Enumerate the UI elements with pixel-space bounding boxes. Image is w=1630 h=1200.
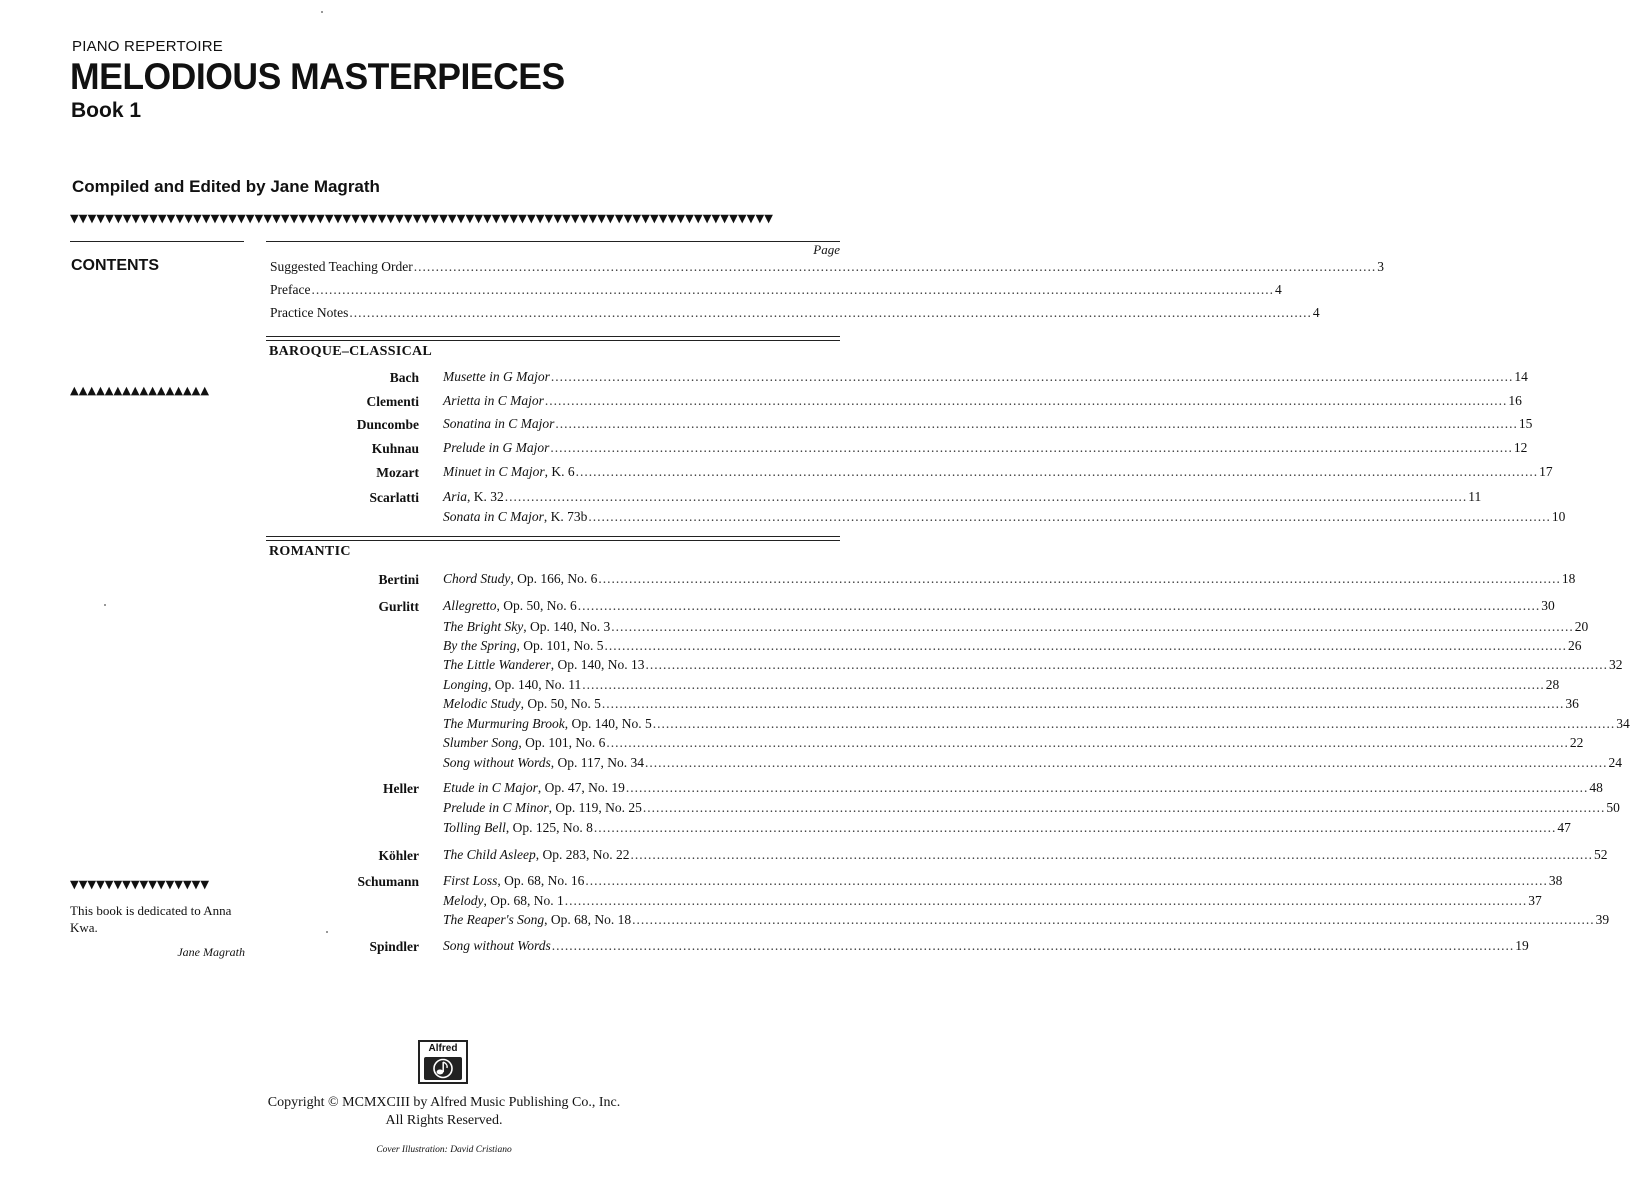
toc-entry xyxy=(443,440,1528,460)
composer-name: Kuhnau xyxy=(371,441,419,456)
piece-detail: , Op. 140, No. 5 xyxy=(564,716,652,731)
page-number: 47 xyxy=(1557,820,1571,835)
composer-name: Clementi xyxy=(366,394,419,409)
dot-leader: ............................................................................................................................................................................................................................ xyxy=(645,657,1608,672)
piece-title: Sonatina in C Major xyxy=(443,416,555,431)
contents-heading: CONTENTS xyxy=(71,257,159,274)
page-number: 37 xyxy=(1528,893,1542,908)
toc-entry xyxy=(443,657,1623,677)
page-number: 38 xyxy=(1548,873,1563,888)
entry-title xyxy=(443,847,630,863)
piece-title: The Child Asleep xyxy=(443,847,536,862)
piece-detail: , Op. 140, No. 13 xyxy=(550,657,645,672)
page-number: 22 xyxy=(1569,735,1584,750)
dot-leader: ............................................................................................................................................................................................................................ xyxy=(311,282,1274,297)
toc-entry xyxy=(443,780,1603,800)
page-number: 3 xyxy=(1377,259,1385,274)
entry-title xyxy=(443,677,581,693)
entry-title xyxy=(443,638,604,654)
page-number: 15 xyxy=(1518,416,1533,431)
entry-title xyxy=(443,820,593,836)
entry-title xyxy=(443,893,564,909)
dot-leader: ............................................................................................................................................................................................................................ xyxy=(550,369,1514,384)
piece-title: Prelude in C Minor xyxy=(443,800,549,815)
piece-title: Song without Words xyxy=(443,755,551,770)
page-number: 4 xyxy=(1312,305,1320,320)
dot-leader: ............................................................................................................................................................................................................................ xyxy=(582,677,1545,692)
composer-name: Heller xyxy=(383,781,419,796)
toc-entry xyxy=(443,416,1533,436)
entry-title xyxy=(443,416,554,432)
dot-leader: ............................................................................................................................................................................................................................ xyxy=(585,873,1548,888)
entry-title xyxy=(443,716,652,732)
triangle-border-middle: ▲▲▲▲▲▲▲▲▲▲▲▲▲▲▲▲ xyxy=(70,384,210,397)
piece-detail: , Op. 68, No. 16 xyxy=(497,873,585,888)
entry-title xyxy=(443,657,645,673)
page-number: 39 xyxy=(1595,912,1610,927)
composer-name: Mozart xyxy=(376,465,419,480)
entry-title xyxy=(443,696,601,712)
dot-leader: ............................................................................................................................................................................................................................ xyxy=(645,755,1608,770)
dot-leader: ............................................................................................................................................................................................................................ xyxy=(413,259,1377,274)
rights-line: All Rights Reserved. xyxy=(385,1113,503,1128)
piece-detail: , Op. 140, No. 3 xyxy=(523,619,611,634)
print-speck xyxy=(326,931,328,933)
entry-title xyxy=(443,873,584,889)
entry-title xyxy=(443,912,631,928)
piece-title: Aria xyxy=(443,489,468,504)
dot-leader: ............................................................................................................................................................................................................................ xyxy=(632,912,1595,927)
piece-title: The Reaper's Song xyxy=(443,912,545,927)
section-divider xyxy=(266,336,840,341)
page-number: 34 xyxy=(1616,716,1630,731)
dot-leader: ............................................................................................................................................................................................................................ xyxy=(606,735,1569,750)
dot-leader: ............................................................................................................................................................................................................................ xyxy=(630,847,1593,862)
dot-leader: ............................................................................................................................................................................................................................ xyxy=(642,800,1606,815)
toc-entry xyxy=(443,489,1482,509)
entry-title: Preface xyxy=(270,282,311,297)
piece-detail: , Op. 68, No. 18 xyxy=(544,912,632,927)
toc-entry xyxy=(443,716,1630,736)
dot-leader: ............................................................................................................................................................................................................................ xyxy=(551,938,1515,953)
composer-name: Scarlatti xyxy=(369,490,419,505)
entry-title xyxy=(443,464,575,480)
toc-entry xyxy=(443,598,1555,618)
piece-detail: , Op. 140, No. 11 xyxy=(488,677,582,692)
dedication-signature: Jane Magrath xyxy=(177,945,245,959)
page-number: 20 xyxy=(1574,619,1589,634)
piece-detail: , K. 73b xyxy=(543,509,588,524)
dot-leader: ............................................................................................................................................................................................................................ xyxy=(555,416,1518,431)
music-note-icon xyxy=(424,1057,462,1080)
composer-name: Bertini xyxy=(378,572,419,587)
page-number: 18 xyxy=(1561,571,1576,586)
dot-leader: ............................................................................................................................................................................................................................ xyxy=(652,716,1616,731)
dot-leader: ............................................................................................................................................................................................................................ xyxy=(604,638,1567,653)
dot-leader: ............................................................................................................................................................................................................................ xyxy=(588,509,1551,524)
piece-detail: , Op. 283, No. 22 xyxy=(535,847,630,862)
toc-entry xyxy=(443,938,1529,958)
page-number: 50 xyxy=(1606,800,1620,815)
dot-leader: ............................................................................................................................................................................................................................ xyxy=(611,619,1574,634)
piece-detail: , Op. 166, No. 6 xyxy=(510,571,598,586)
page-column-label: Page xyxy=(813,242,840,257)
piece-detail: , Op. 50, No. 5 xyxy=(520,696,601,711)
page-number: 14 xyxy=(1514,369,1528,384)
print-speck xyxy=(321,11,323,13)
toc-entry xyxy=(443,638,1582,658)
piece-title: Prelude in G Major xyxy=(443,440,550,455)
piece-detail: , Op. 117, No. 34 xyxy=(550,755,645,770)
dot-leader: ............................................................................................................................................................................................................................ xyxy=(349,305,1312,320)
toc-entry xyxy=(443,755,1623,775)
entry-title xyxy=(443,393,544,409)
entry-title xyxy=(443,800,642,816)
piece-detail: , Op. 101, No. 5 xyxy=(516,638,604,653)
piece-detail: , Op. 50, No. 6 xyxy=(496,598,577,613)
page-number: 52 xyxy=(1594,847,1608,862)
piece-title: Tolling Bell xyxy=(443,820,506,835)
piece-detail: , Op. 119, No. 25 xyxy=(548,800,642,815)
piece-detail: , K. 6 xyxy=(544,464,575,479)
piece-title: Minuet in C Major xyxy=(443,464,545,479)
page-number: 4 xyxy=(1274,282,1282,297)
entry-title xyxy=(443,509,587,525)
triangle-border-lower: ▼▼▼▼▼▼▼▼▼▼▼▼▼▼▼▼ xyxy=(70,878,210,891)
piece-detail: , K. 32 xyxy=(467,489,504,504)
piece-title: Musette in G Major xyxy=(443,369,550,384)
composer-name: Schumann xyxy=(357,874,419,889)
entry-title xyxy=(443,489,504,505)
page-number: 16 xyxy=(1508,393,1522,408)
piece-title: Etude in C Major xyxy=(443,780,538,795)
dot-leader: ............................................................................................................................................................................................................................ xyxy=(601,696,1565,711)
piece-detail: , Op. 68, No. 1 xyxy=(483,893,564,908)
toc-entry xyxy=(443,369,1528,389)
toc-entry xyxy=(443,912,1610,932)
entry-title xyxy=(443,598,577,614)
toc-entry xyxy=(443,696,1579,716)
piece-title: Longing xyxy=(443,677,489,692)
dot-leader: ............................................................................................................................................................................................................................ xyxy=(625,780,1589,795)
copyright-notice xyxy=(200,1094,688,1130)
piece-detail: , Op. 125, No. 8 xyxy=(505,820,593,835)
entry-title xyxy=(443,780,625,796)
toc-entry xyxy=(270,282,1282,302)
dot-leader: ............................................................................................................................................................................................................................ xyxy=(550,440,1513,455)
piece-title: The Little Wanderer xyxy=(443,657,551,672)
book-number: Book 1 xyxy=(71,99,142,122)
piece-title: Song without Words xyxy=(443,938,551,953)
triangle-border-top: ▼▼▼▼▼▼▼▼▼▼▼▼▼▼▼▼▼▼▼▼▼▼▼▼▼▼▼▼▼▼▼▼▼▼▼▼▼▼▼▼▼▼▼▼▼▼▼▼▼▼▼▼▼▼▼▼▼▼▼▼▼▼▼▼▼▼▼▼▼▼▼▼▼▼▼▼▼▼▼▼ xyxy=(70,212,774,225)
copyright-line: Copyright © MCMXCIII by Alfred Music Publishing Co., Inc. xyxy=(267,1095,621,1110)
print-speck xyxy=(104,604,106,606)
editor-credit: Compiled and Edited by Jane Magrath xyxy=(72,177,380,196)
piece-title: The Murmuring Brook xyxy=(443,716,565,731)
piece-title: Arietta in C Major xyxy=(443,393,544,408)
toc-entry xyxy=(443,677,1560,697)
toc-entry xyxy=(443,847,1608,867)
entry-title xyxy=(443,755,644,771)
toc-entry xyxy=(443,571,1576,591)
page-number: 11 xyxy=(1468,489,1482,504)
composer-name: Bach xyxy=(389,370,419,385)
entry-title: Suggested Teaching Order xyxy=(270,259,413,274)
toc-entry xyxy=(443,393,1522,413)
book-title: MELODIOUS MASTERPIECES xyxy=(70,56,565,97)
dedication xyxy=(70,902,245,961)
page-number: 48 xyxy=(1589,780,1603,795)
page-number: 19 xyxy=(1515,938,1529,953)
section-heading: ROMANTIC xyxy=(269,544,351,559)
divider-right xyxy=(266,241,840,242)
page-number: 36 xyxy=(1565,696,1579,711)
entry-title xyxy=(443,619,610,635)
toc-entry xyxy=(443,735,1584,755)
page-number: 28 xyxy=(1545,677,1560,692)
piece-title: Slumber Song xyxy=(443,735,519,750)
dot-leader: ............................................................................................................................................................................................................................ xyxy=(504,489,1468,504)
piece-title: Sonata in C Major xyxy=(443,509,544,524)
entry-title xyxy=(443,440,549,456)
piece-title: First Loss xyxy=(443,873,498,888)
toc-entry xyxy=(443,800,1620,820)
piece-title: Chord Study xyxy=(443,571,511,586)
entry-title xyxy=(443,369,550,385)
page-number: 12 xyxy=(1513,440,1528,455)
page-number: 24 xyxy=(1608,755,1623,770)
dedication-text: This book is dedicated to Anna Kwa. xyxy=(70,903,232,935)
series-label: PIANO REPERTOIRE xyxy=(72,38,224,55)
logo-wordmark: Alfred xyxy=(428,1043,458,1054)
toc-entry xyxy=(443,619,1589,639)
piece-detail: , Op. 47, No. 19 xyxy=(537,780,625,795)
publisher-logo xyxy=(418,1040,468,1084)
page-number: 10 xyxy=(1551,509,1566,524)
toc-entry xyxy=(270,259,1385,279)
divider-left xyxy=(70,241,244,242)
dot-leader: ............................................................................................................................................................................................................................ xyxy=(575,464,1539,479)
piece-detail: , Op. 101, No. 6 xyxy=(518,735,606,750)
toc-entry xyxy=(443,820,1571,840)
composer-name: Spindler xyxy=(369,939,419,954)
piece-title: Melody xyxy=(443,893,484,908)
page-number: 30 xyxy=(1541,598,1555,613)
dot-leader: ............................................................................................................................................................................................................................ xyxy=(544,393,1508,408)
page-number: 32 xyxy=(1609,657,1623,672)
piece-title: Allegretto xyxy=(443,598,497,613)
composer-name: Duncombe xyxy=(356,417,419,432)
dot-leader: ............................................................................................................................................................................................................................ xyxy=(598,571,1561,586)
section-divider xyxy=(266,536,840,541)
entry-title xyxy=(443,938,551,954)
piece-title: Melodic Study xyxy=(443,696,521,711)
section-heading: BAROQUE–CLASSICAL xyxy=(269,344,433,359)
entry-title xyxy=(443,571,597,587)
piece-title: By the Spring xyxy=(443,638,517,653)
toc-entry xyxy=(270,305,1320,325)
toc-entry xyxy=(443,464,1553,484)
toc-entry xyxy=(443,509,1566,529)
toc-entry xyxy=(443,873,1563,893)
dot-leader: ............................................................................................................................................................................................................................ xyxy=(577,598,1541,613)
composer-name: Köhler xyxy=(378,848,419,863)
entry-title: Practice Notes xyxy=(270,305,349,320)
cover-illustration-credit: Cover Illustration: David Cristiano xyxy=(376,1145,512,1155)
dot-leader: ............................................................................................................................................................................................................................ xyxy=(593,820,1557,835)
toc-entry xyxy=(443,893,1542,913)
composer-name: Gurlitt xyxy=(378,599,419,614)
dot-leader: ............................................................................................................................................................................................................................ xyxy=(564,893,1528,908)
entry-title xyxy=(443,735,605,751)
page-number: 26 xyxy=(1568,638,1582,653)
page-number: 17 xyxy=(1539,464,1553,479)
piece-title: The Bright Sky xyxy=(443,619,524,634)
